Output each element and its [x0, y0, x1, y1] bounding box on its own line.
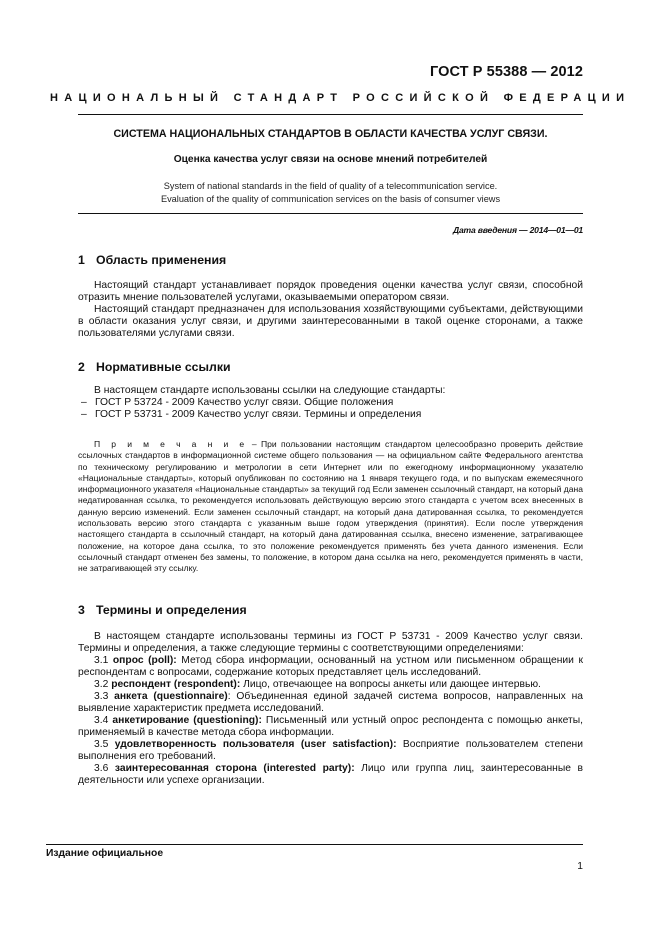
list-dash: –	[81, 409, 87, 420]
term-name: анкетирование (questioning):	[112, 715, 262, 726]
english-title-line-2: Evaluation of the quality of communication services on the basis of consumer views	[160, 193, 501, 204]
section-2-note	[78, 439, 583, 575]
term-definition: Письменный или устный опрос респондента с помощью анкеты, применяемый в качестве метода сбора информации.	[78, 715, 583, 738]
footer-divider	[46, 844, 583, 845]
section-3-title: Термины и определения	[96, 603, 247, 617]
term-3-6	[78, 763, 583, 787]
term-3-1	[78, 655, 583, 679]
term-definition: Лицо, отвечающее на вопросы анкеты или дающее интервью.	[240, 679, 541, 690]
section-3-intro: В настоящем стандарте использованы термины из ГОСТ Р 53731 - 2009 Качество услуг связи. Термины и определения, а также следующие термины с соответствующими определениями:	[78, 631, 583, 654]
term-definition: : Объединенная единой задачей система вопросов, направленных на выявление характеристик предмета исследований.	[78, 691, 583, 714]
term-number: 3.6	[94, 763, 109, 774]
section-2-intro: В настоящем стандарте использованы ссылки на следующие стандарты:	[94, 385, 446, 396]
official-edition-label: Издание официальное	[46, 848, 164, 859]
term-name: анкета (questionnaire)	[114, 691, 228, 702]
term-definition: Восприятие пользователем степени выполнения его требований.	[78, 739, 583, 762]
section-2-title: Нормативные ссылки	[96, 360, 231, 374]
note-label: П р и м е ч а н и е	[94, 439, 248, 449]
term-name: удовлетворенность пользователя (user satisfaction):	[114, 739, 397, 750]
section-1-number: 1	[78, 253, 85, 267]
term-3-3	[78, 691, 583, 715]
term-3-5	[78, 739, 583, 763]
term-number: 3.2	[94, 679, 109, 690]
term-definition: Метод сбора информации, основанный на устном или письменном обращении к респондентам с вопросами, содержание которых представляет цель исследований.	[78, 655, 583, 678]
introduction-date: Дата введения — 2014—01—01	[452, 225, 583, 235]
section-3-body	[78, 631, 583, 787]
note-text: – При пользовании настоящим стандартом целесообразно проверить действие ссылочных стандартов в информационной системе общего пользования — на официальном сайте Федерального агентства по техническому регулированию и метрологии в сети Интернет или по ежегодному информационному указателю «Национальные стандарты», который опубликован по состоянию на 1 января текущего года, и по выпускам ежемесячного информационного указателя «Национальные стандарты» за текущий год Если заменен ссылочный стандарт, на который дана недатированная ссылка, то рекомендуется использовать действующую версию этого стандарта с учетом всех внесенных в данную версию изменений. Если заменен ссылочный стандарт, на который дана датированная ссылка, то рекомендуется использовать версию этого стандарта с указанным выше годом утверждения (принятия). Если после утверждения настоящего стандарта в ссылочный стандарт, на который дана датированная ссылка, внесено изменение, затрагивающее положение, на которое дана ссылка, то это положение рекомендуется применять без учета данного изменения. Если ссылочный стандарт отменен без замены, то положение, в котором дана ссылка на него, рекомендуется применять в части, не затрагивающей эту ссылку.	[78, 439, 583, 574]
term-number: 3.3	[94, 691, 109, 702]
national-standard-banner: НАЦИОНАЛЬНЫЙ СТАНДАРТ РОССИЙСКОЙ ФЕДЕРАЦИИ	[50, 92, 631, 104]
section-1-paragraph-2: Настоящий стандарт предназначен для использования хозяйствующими субъектами, действующими в области оказания услуг связи, и другими заинтересованными в такой оценке сторонами, а также пользователями услугами связи.	[78, 304, 583, 339]
term-definition: Лицо или группа лиц, заинтересованные в деятельности или успехе организации.	[78, 763, 583, 786]
header-divider	[78, 114, 583, 115]
section-2-number: 2	[78, 360, 85, 374]
document-subtitle: Оценка качества услуг связи на основе мнений потребителей	[173, 154, 488, 165]
term-3-2	[78, 679, 583, 691]
term-name: заинтересованная сторона (interested party):	[114, 763, 355, 774]
term-name: респондент (respondent):	[111, 679, 241, 690]
document-title: СИСТЕМА НАЦИОНАЛЬНЫХ СТАНДАРТОВ В ОБЛАСТИ КАЧЕСТВА УСЛУГ СВЯЗИ.	[113, 128, 548, 140]
term-number: 3.1	[94, 655, 109, 666]
reference-text: ГОСТ Р 53724 - 2009 Качество услуг связи. Общие положения	[95, 397, 394, 408]
page-number: 1	[577, 861, 583, 872]
term-number: 3.5	[94, 739, 109, 750]
reference-text: ГОСТ Р 53731 - 2009 Качество услуг связи. Термины и определения	[95, 409, 422, 420]
section-3-number: 3	[78, 603, 85, 617]
section-2-body	[78, 385, 583, 421]
reference-item	[78, 409, 583, 421]
term-name: опрос (poll):	[112, 655, 177, 666]
term-3-4	[78, 715, 583, 739]
reference-item	[78, 397, 583, 409]
english-title-line-1: System of national standards in the field of quality of a telecommunication service.	[163, 181, 498, 191]
document-number: ГОСТ Р 55388 — 2012	[429, 64, 583, 80]
section-1-heading	[78, 253, 226, 267]
section-1-body	[78, 280, 583, 340]
title-divider	[78, 213, 583, 214]
section-2-heading	[78, 360, 231, 374]
term-number: 3.4	[94, 715, 109, 726]
english-title	[78, 180, 583, 205]
list-dash: –	[81, 397, 87, 408]
section-1-title: Область применения	[96, 253, 227, 267]
section-1-paragraph-1: Настоящий стандарт устанавливает порядок проведения оценки качества услуг связи, способной отразить мнение пользователей услугами, оказываемыми оператором связи.	[78, 280, 583, 303]
section-3-heading	[78, 603, 247, 617]
